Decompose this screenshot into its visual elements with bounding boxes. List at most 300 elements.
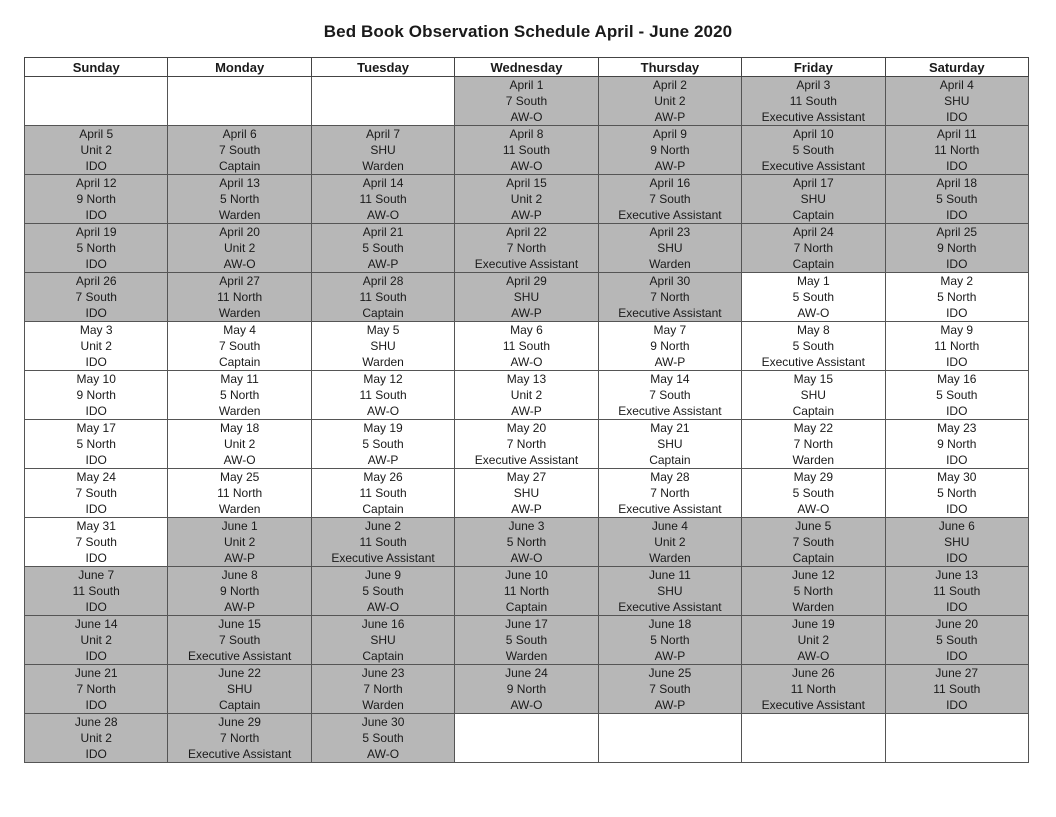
- cell-role: Executive Assistant: [474, 257, 579, 271]
- day-cell: [455, 665, 598, 714]
- week-row: [25, 126, 1029, 175]
- day-cell: [25, 371, 168, 420]
- cell-date: April 4: [939, 78, 974, 92]
- cell-role: Executive Assistant: [618, 404, 722, 418]
- day-cell: [168, 665, 311, 714]
- cell-date: May 31: [76, 519, 116, 533]
- cell-role: Executive Assistant: [187, 747, 292, 761]
- empty-day-cell: [168, 77, 311, 126]
- cell-unit: 5 South: [362, 731, 404, 745]
- cell-role: AW-P: [367, 257, 399, 271]
- day-header-wednesday: Wednesday: [455, 58, 598, 77]
- week-row: [25, 371, 1029, 420]
- cell-date: April 15: [506, 176, 547, 190]
- cell-date: June 24: [505, 666, 548, 680]
- cell-role: Executive Assistant: [761, 698, 866, 712]
- cell-role: Captain: [792, 208, 834, 222]
- cell-unit: Unit 2: [654, 535, 686, 549]
- day-cell: [311, 175, 454, 224]
- cell-role: IDO: [85, 453, 107, 467]
- day-cell: [311, 616, 454, 665]
- day-cell: [311, 322, 454, 371]
- cell-role: AW-O: [510, 698, 543, 712]
- cell-unit: 7 South: [218, 143, 261, 157]
- cell-unit: Unit 2: [80, 731, 112, 745]
- cell-date: May 8: [796, 323, 830, 337]
- cell-date: June 27: [935, 666, 979, 680]
- week-row: [25, 665, 1029, 714]
- day-cell: [598, 616, 741, 665]
- day-cell: [168, 714, 311, 763]
- day-cell: [598, 567, 741, 616]
- cell-role: IDO: [946, 453, 968, 467]
- day-cell: [25, 518, 168, 567]
- cell-unit: 7 North: [650, 486, 690, 500]
- week-row: [25, 469, 1029, 518]
- day-cell: [742, 224, 885, 273]
- day-cell: [598, 518, 741, 567]
- cell-role: AW-P: [224, 551, 255, 565]
- cell-date: April 10: [792, 127, 834, 141]
- cell-role: AW-P: [511, 306, 542, 320]
- cell-date: April 19: [75, 225, 117, 239]
- cell-date: April 18: [936, 176, 978, 190]
- cell-date: April 14: [362, 176, 404, 190]
- week-row: [25, 322, 1029, 371]
- cell-role: Warden: [362, 355, 404, 369]
- cell-date: June 13: [935, 568, 979, 582]
- cell-role: IDO: [946, 306, 968, 320]
- cell-unit: 9 North: [937, 241, 977, 255]
- day-cell: [455, 322, 598, 371]
- empty-day-cell: [742, 714, 885, 763]
- cell-unit: 5 South: [362, 437, 404, 451]
- cell-unit: SHU: [513, 486, 540, 500]
- cell-role: IDO: [946, 355, 968, 369]
- cell-unit: 11 South: [789, 94, 837, 108]
- cell-date: June 19: [791, 617, 835, 631]
- day-cell: [311, 371, 454, 420]
- cell-unit: SHU: [944, 94, 970, 108]
- cell-date: June 18: [648, 617, 692, 631]
- cell-date: May 2: [940, 274, 974, 288]
- day-cell: [598, 322, 741, 371]
- cell-date: May 16: [937, 372, 977, 386]
- cell-role: AW-P: [654, 355, 686, 369]
- cell-role: Captain: [218, 159, 261, 173]
- cell-role: Warden: [218, 208, 261, 222]
- cell-role: Captain: [505, 600, 548, 614]
- day-cell: [742, 518, 885, 567]
- cell-date: June 21: [74, 666, 118, 680]
- cell-unit: 5 South: [362, 241, 404, 255]
- cell-unit: 5 North: [506, 535, 547, 549]
- cell-role: Captain: [362, 306, 404, 320]
- day-cell: [742, 322, 885, 371]
- day-cell: [885, 175, 1028, 224]
- cell-date: April 16: [649, 176, 691, 190]
- cell-date: May 13: [506, 372, 547, 386]
- day-cell: [598, 469, 741, 518]
- day-cell: [168, 518, 311, 567]
- day-header-sunday: Sunday: [25, 58, 168, 77]
- cell-unit: 5 South: [792, 143, 834, 157]
- cell-role: AW-O: [797, 502, 830, 516]
- cell-unit: 5 North: [219, 388, 260, 402]
- cell-unit: 11 North: [934, 339, 980, 353]
- cell-unit: 5 South: [505, 633, 548, 647]
- day-cell: [25, 469, 168, 518]
- cell-role: Warden: [649, 257, 691, 271]
- day-cell: [168, 567, 311, 616]
- cell-date: April 12: [75, 176, 117, 190]
- cell-role: Warden: [792, 453, 835, 467]
- cell-role: AW-O: [367, 404, 400, 418]
- day-cell: [742, 371, 885, 420]
- day-cell: [168, 371, 311, 420]
- cell-date: May 14: [650, 372, 690, 386]
- day-cell: [598, 420, 741, 469]
- day-cell: [311, 126, 454, 175]
- cell-unit: 5 South: [936, 633, 978, 647]
- cell-date: June 29: [218, 715, 261, 729]
- cell-date: April 2: [652, 78, 687, 92]
- cell-role: Captain: [792, 257, 834, 271]
- cell-unit: SHU: [513, 290, 540, 304]
- cell-role: Warden: [218, 502, 261, 516]
- cell-role: IDO: [946, 649, 968, 663]
- cell-role: AW-P: [654, 159, 686, 173]
- cell-date: May 28: [650, 470, 690, 484]
- cell-unit: 11 South: [502, 143, 551, 157]
- day-cell: [311, 567, 454, 616]
- cell-role: Executive Assistant: [331, 551, 435, 565]
- cell-unit: SHU: [657, 584, 683, 598]
- cell-date: June 25: [648, 666, 692, 680]
- cell-date: May 9: [940, 323, 974, 337]
- day-cell: [455, 371, 598, 420]
- cell-role: IDO: [946, 110, 968, 124]
- cell-unit: Unit 2: [510, 388, 543, 402]
- week-row: [25, 77, 1029, 126]
- cell-unit: 11 South: [359, 535, 407, 549]
- day-cell: [25, 665, 168, 714]
- cell-date: June 22: [218, 666, 261, 680]
- cell-role: AW-P: [511, 208, 542, 222]
- cell-unit: SHU: [370, 339, 396, 353]
- cell-role: Captain: [218, 355, 261, 369]
- day-cell: [598, 665, 741, 714]
- cell-unit: 11 South: [359, 290, 407, 304]
- cell-date: June 14: [74, 617, 118, 631]
- cell-unit: Unit 2: [80, 633, 112, 647]
- cell-date: April 23: [649, 225, 691, 239]
- day-cell: [25, 126, 168, 175]
- day-header-tuesday: Tuesday: [311, 58, 454, 77]
- cell-unit: 5 North: [650, 633, 690, 647]
- cell-date: May 19: [363, 421, 403, 435]
- cell-unit: 5 North: [76, 241, 116, 255]
- cell-role: IDO: [85, 600, 107, 614]
- cell-unit: 5 North: [937, 290, 977, 304]
- cell-date: June 15: [218, 617, 261, 631]
- cell-date: May 11: [220, 372, 259, 386]
- cell-unit: 5 South: [792, 486, 834, 500]
- day-cell: [742, 77, 885, 126]
- day-cell: [168, 420, 311, 469]
- day-cell: [168, 469, 311, 518]
- cell-unit: 9 North: [650, 143, 690, 157]
- cell-unit: 7 North: [793, 241, 833, 255]
- cell-role: IDO: [85, 208, 107, 222]
- day-cell: [168, 273, 311, 322]
- cell-unit: 11 North: [503, 584, 550, 598]
- cell-date: April 22: [506, 225, 547, 239]
- cell-unit: Unit 2: [80, 143, 112, 157]
- cell-role: IDO: [85, 502, 107, 516]
- empty-day-cell: [455, 714, 598, 763]
- day-cell: [598, 77, 741, 126]
- cell-unit: 11 South: [933, 584, 981, 598]
- day-header-friday: Friday: [742, 58, 885, 77]
- cell-role: Warden: [218, 306, 261, 320]
- schedule-table: [24, 57, 1029, 763]
- cell-date: April 1: [509, 78, 544, 92]
- cell-date: June 10: [505, 568, 548, 582]
- cell-unit: SHU: [370, 143, 396, 157]
- cell-role: Warden: [505, 649, 548, 663]
- cell-date: April 6: [222, 127, 257, 141]
- day-cell: [25, 175, 168, 224]
- cell-unit: 7 North: [76, 682, 116, 696]
- day-cell: [25, 224, 168, 273]
- day-cell: [168, 224, 311, 273]
- empty-day-cell: [311, 77, 454, 126]
- cell-role: Captain: [649, 453, 691, 467]
- cell-unit: 7 North: [363, 682, 403, 696]
- cell-role: AW-O: [510, 551, 543, 565]
- cell-date: May 21: [650, 421, 690, 435]
- cell-date: June 11: [648, 568, 691, 582]
- cell-unit: 9 North: [650, 339, 690, 353]
- cell-unit: 5 North: [219, 192, 260, 206]
- cell-date: June 30: [361, 715, 405, 729]
- cell-date: June 8: [221, 568, 258, 582]
- cell-role: AW-O: [367, 747, 400, 761]
- cell-role: AW-O: [510, 110, 543, 124]
- day-cell: [168, 126, 311, 175]
- cell-unit: SHU: [226, 682, 253, 696]
- day-cell: [455, 126, 598, 175]
- cell-date: May 20: [506, 421, 547, 435]
- cell-date: May 22: [793, 421, 833, 435]
- cell-unit: 5 South: [362, 584, 404, 598]
- cell-role: AW-O: [510, 159, 543, 173]
- cell-role: IDO: [946, 257, 968, 271]
- cell-unit: 11 South: [359, 192, 407, 206]
- day-cell: [455, 175, 598, 224]
- day-cell: [885, 420, 1028, 469]
- empty-day-cell: [25, 77, 168, 126]
- cell-date: May 3: [79, 323, 113, 337]
- cell-date: April 11: [936, 127, 977, 141]
- cell-date: April 8: [509, 127, 544, 141]
- cell-unit: 7 South: [649, 682, 691, 696]
- cell-unit: 7 South: [75, 486, 117, 500]
- day-cell: [742, 175, 885, 224]
- cell-unit: Unit 2: [223, 241, 256, 255]
- day-cell: [25, 420, 168, 469]
- day-cell: [25, 714, 168, 763]
- cell-unit: 9 North: [76, 192, 116, 206]
- cell-role: Warden: [362, 159, 404, 173]
- day-cell: [885, 126, 1028, 175]
- cell-role: Executive Assistant: [761, 159, 866, 173]
- cell-date: May 18: [219, 421, 260, 435]
- cell-role: AW-O: [367, 600, 400, 614]
- cell-date: June 23: [361, 666, 405, 680]
- day-cell: [742, 273, 885, 322]
- cell-unit: 11 South: [359, 486, 407, 500]
- day-cell: [455, 224, 598, 273]
- cell-date: April 5: [79, 127, 114, 141]
- cell-date: June 3: [508, 519, 545, 533]
- cell-date: April 26: [75, 274, 117, 288]
- cell-unit: 11 South: [359, 388, 407, 402]
- day-cell: [455, 518, 598, 567]
- cell-date: May 1: [796, 274, 830, 288]
- empty-day-cell: [885, 714, 1028, 763]
- cell-date: June 4: [651, 519, 688, 533]
- cell-date: June 16: [361, 617, 405, 631]
- cell-date: June 26: [791, 666, 835, 680]
- cell-role: AW-O: [797, 649, 830, 663]
- cell-date: June 1: [221, 519, 258, 533]
- day-cell: [311, 224, 454, 273]
- cell-date: June 20: [935, 617, 979, 631]
- cell-role: Warden: [792, 600, 835, 614]
- cell-unit: 7 South: [505, 94, 548, 108]
- week-row: [25, 175, 1029, 224]
- cell-date: April 27: [219, 274, 260, 288]
- day-cell: [455, 469, 598, 518]
- cell-role: IDO: [946, 600, 968, 614]
- cell-unit: SHU: [800, 192, 826, 206]
- cell-unit: SHU: [657, 241, 683, 255]
- cell-unit: 7 North: [793, 437, 833, 451]
- cell-role: IDO: [85, 159, 107, 173]
- cell-date: April 3: [796, 78, 831, 92]
- cell-role: IDO: [946, 404, 968, 418]
- day-header-thursday: Thursday: [598, 58, 741, 77]
- day-cell: [25, 273, 168, 322]
- day-cell: [311, 665, 454, 714]
- cell-role: IDO: [85, 698, 107, 712]
- cell-role: AW-O: [223, 453, 256, 467]
- cell-role: IDO: [946, 208, 968, 222]
- cell-unit: 7 North: [506, 437, 547, 451]
- cell-unit: 11 South: [72, 584, 120, 598]
- week-row: [25, 714, 1029, 763]
- cell-date: April 28: [362, 274, 404, 288]
- cell-unit: 7 North: [650, 290, 690, 304]
- cell-unit: 11 North: [217, 486, 263, 500]
- empty-day-cell: [598, 714, 741, 763]
- cell-unit: Unit 2: [80, 339, 112, 353]
- day-cell: [885, 616, 1028, 665]
- cell-role: Captain: [362, 649, 404, 663]
- day-cell: [598, 175, 741, 224]
- cell-unit: 7 South: [649, 192, 691, 206]
- cell-unit: 11 North: [217, 290, 263, 304]
- cell-date: April 30: [649, 274, 691, 288]
- day-header-row: [25, 58, 1029, 77]
- cell-unit: 7 North: [506, 241, 547, 255]
- day-cell: [25, 322, 168, 371]
- day-cell: [885, 273, 1028, 322]
- cell-role: IDO: [85, 306, 107, 320]
- day-cell: [885, 322, 1028, 371]
- cell-date: April 24: [792, 225, 834, 239]
- cell-unit: 9 North: [506, 682, 547, 696]
- cell-unit: 5 North: [76, 437, 116, 451]
- cell-date: June 2: [365, 519, 402, 533]
- cell-role: AW-P: [654, 649, 686, 663]
- day-cell: [455, 77, 598, 126]
- cell-date: May 5: [366, 323, 400, 337]
- day-cell: [311, 469, 454, 518]
- cell-role: Warden: [649, 551, 691, 565]
- cell-role: Captain: [792, 404, 834, 418]
- cell-role: AW-O: [367, 208, 400, 222]
- day-cell: [598, 371, 741, 420]
- cell-date: June 5: [795, 519, 832, 533]
- day-cell: [168, 616, 311, 665]
- cell-date: May 23: [937, 421, 977, 435]
- day-cell: [311, 714, 454, 763]
- cell-date: June 7: [78, 568, 115, 582]
- cell-date: April 13: [219, 176, 260, 190]
- cell-date: May 12: [363, 372, 403, 386]
- day-cell: [885, 224, 1028, 273]
- cell-role: AW-P: [511, 502, 542, 516]
- day-cell: [742, 420, 885, 469]
- cell-date: May 27: [506, 470, 547, 484]
- day-cell: [598, 126, 741, 175]
- cell-unit: Unit 2: [223, 535, 256, 549]
- cell-unit: 7 South: [218, 339, 261, 353]
- cell-role: AW-P: [224, 600, 255, 614]
- cell-date: May 7: [653, 323, 687, 337]
- cell-role: AW-P: [511, 404, 542, 418]
- cell-unit: Unit 2: [797, 633, 829, 647]
- cell-role: AW-P: [654, 110, 686, 124]
- cell-unit: SHU: [944, 535, 970, 549]
- cell-date: April 29: [506, 274, 547, 288]
- day-cell: [742, 567, 885, 616]
- cell-date: June 28: [74, 715, 118, 729]
- cell-date: April 21: [362, 225, 404, 239]
- cell-date: April 7: [366, 127, 401, 141]
- cell-role: IDO: [85, 747, 107, 761]
- cell-unit: 5 North: [793, 584, 833, 598]
- cell-role: Captain: [362, 502, 404, 516]
- day-cell: [742, 469, 885, 518]
- schedule-body: [25, 77, 1029, 763]
- day-cell: [25, 567, 168, 616]
- cell-role: Executive Assistant: [761, 355, 866, 369]
- cell-unit: 7 South: [649, 388, 691, 402]
